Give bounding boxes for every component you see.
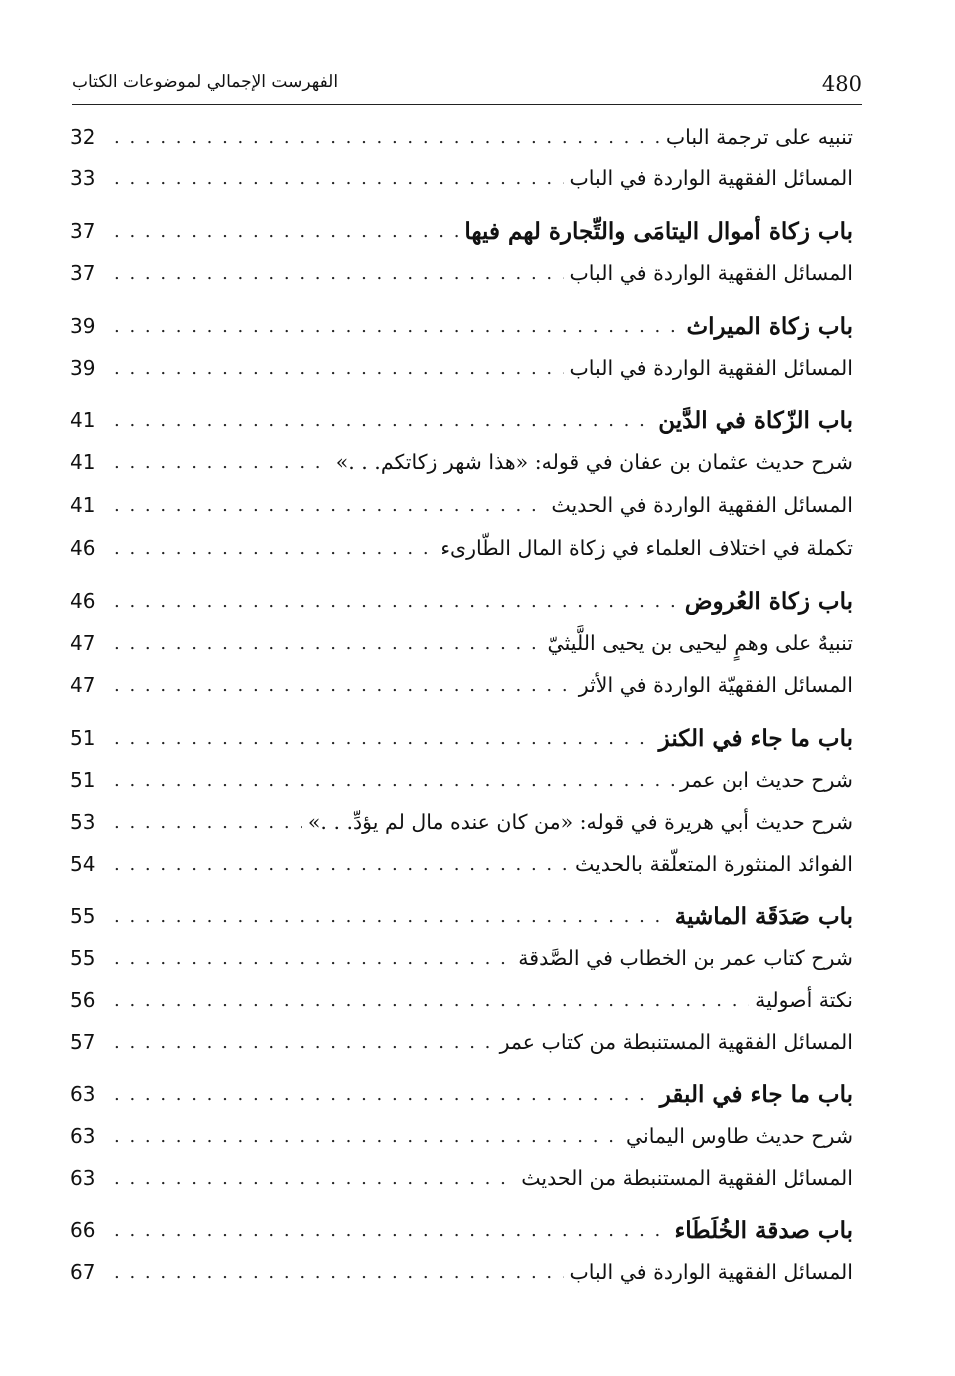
page-ref: 54 bbox=[70, 852, 96, 876]
entry-title: شرح حديث طاوس اليماني bbox=[625, 1124, 853, 1148]
page-ref: 53 bbox=[70, 810, 96, 834]
dot-leader bbox=[114, 990, 749, 1011]
dot-leader bbox=[114, 358, 564, 379]
toc-entry-row bbox=[70, 158, 853, 198]
dot-leader bbox=[114, 770, 674, 791]
chapter-title: باب صدقة الخُلَطَاء bbox=[674, 1216, 853, 1244]
dot-leader bbox=[114, 1126, 620, 1147]
page-ref: 39 bbox=[70, 356, 96, 380]
entry-title: نكتة أصولية bbox=[755, 988, 853, 1012]
dot-leader bbox=[114, 728, 653, 749]
toc-entry-row bbox=[70, 528, 853, 568]
toc-entry-row bbox=[70, 760, 853, 800]
toc-entry-row bbox=[70, 665, 853, 705]
entry-title: المسائل الفقهية الواردة في الباب bbox=[569, 261, 853, 285]
page-ref: 39 bbox=[70, 314, 96, 338]
page-ref: 32 bbox=[70, 125, 96, 149]
toc-chapter-row bbox=[70, 306, 853, 346]
dot-leader bbox=[114, 495, 545, 516]
chapter-title: باب الزّكاة في الدَّين bbox=[658, 406, 853, 434]
dot-leader bbox=[114, 591, 679, 612]
toc-entry-row bbox=[70, 938, 853, 978]
toc-entry-row bbox=[70, 1158, 853, 1198]
page-ref: 37 bbox=[70, 261, 96, 285]
toc-chapter-row bbox=[70, 718, 853, 758]
page-ref: 41 bbox=[70, 450, 96, 474]
toc-entry-row bbox=[70, 802, 853, 842]
toc-chapter-row bbox=[70, 211, 853, 251]
toc-entry-row bbox=[70, 348, 853, 388]
dot-leader bbox=[114, 538, 434, 559]
page-ref: 51 bbox=[70, 768, 96, 792]
dot-leader bbox=[114, 1262, 564, 1283]
dot-leader bbox=[114, 127, 660, 148]
entry-title: شرح حديث ابن عمر bbox=[680, 768, 853, 792]
page-ref: 55 bbox=[70, 946, 96, 970]
page-ref: 67 bbox=[70, 1260, 96, 1284]
page-ref: 55 bbox=[70, 904, 96, 928]
page-ref: 47 bbox=[70, 631, 96, 655]
page-ref: 63 bbox=[70, 1166, 96, 1190]
page-ref: 33 bbox=[70, 166, 96, 190]
dot-leader bbox=[114, 948, 512, 969]
toc-entry-row bbox=[70, 117, 853, 157]
toc-entry-row bbox=[70, 1252, 853, 1292]
toc-entry-row bbox=[70, 1022, 853, 1062]
dot-leader bbox=[114, 675, 573, 696]
chapter-title: باب صَدَقَة الماشية bbox=[674, 902, 853, 930]
toc-chapter-row bbox=[70, 896, 853, 936]
page-number: 480 bbox=[821, 72, 862, 96]
page-ref: 63 bbox=[70, 1082, 96, 1106]
chapter-title: باب زكاة أموال اليتامَى والتِّجارة لهم فيها bbox=[464, 217, 853, 245]
page-ref: 63 bbox=[70, 1124, 96, 1148]
dot-leader bbox=[114, 316, 680, 337]
toc-entry-row bbox=[70, 623, 853, 663]
chapter-title: باب ما جاء في الكنز bbox=[658, 724, 853, 752]
entry-title: المسائل الفقهية الواردة في الحديث bbox=[551, 493, 853, 517]
dot-leader bbox=[114, 263, 564, 284]
entry-title: المسائل الفقهية الواردة في الباب bbox=[569, 1260, 853, 1284]
dot-leader bbox=[114, 812, 302, 833]
dot-leader bbox=[114, 452, 330, 473]
page-ref: 47 bbox=[70, 673, 96, 697]
page-ref: 37 bbox=[70, 219, 96, 243]
dot-leader bbox=[114, 1084, 654, 1105]
toc-entry-row bbox=[70, 253, 853, 293]
entry-title: شرح كتاب عمر بن الخطاب في الصَّدقة bbox=[518, 946, 853, 970]
toc-entry-row bbox=[70, 442, 853, 482]
running-title: الفهرست الإجمالي لموضوعات الكتاب bbox=[72, 72, 339, 92]
entry-title: شرح حديث أبي هريرة في قوله: «من كان عنده مال لم يؤدِّ. . .» bbox=[307, 810, 853, 834]
page-ref: 57 bbox=[70, 1030, 96, 1054]
page-ref: 46 bbox=[70, 536, 96, 560]
dot-leader bbox=[114, 906, 669, 927]
toc-chapter-row bbox=[70, 581, 853, 621]
toc-entry-row bbox=[70, 485, 853, 525]
toc-entry-row bbox=[70, 980, 853, 1020]
dot-leader bbox=[114, 1220, 668, 1241]
toc-chapter-row bbox=[70, 1074, 853, 1114]
page-ref: 56 bbox=[70, 988, 96, 1012]
entry-title: المسائل الفقهية الواردة في الباب bbox=[569, 166, 853, 190]
toc-entry-row bbox=[70, 1116, 853, 1156]
entry-title: الفوائد المنثورة المتعلّقة بالحديث bbox=[574, 852, 853, 876]
chapter-title: باب ما جاء في البقر bbox=[659, 1080, 853, 1108]
page-ref: 46 bbox=[70, 589, 96, 613]
entry-title: المسائل الفقهية الواردة في الباب bbox=[569, 356, 853, 380]
entry-title: المسائل الفقهيّة الواردة في الأثر bbox=[578, 673, 853, 697]
dot-leader bbox=[114, 633, 542, 654]
entry-title: تنبيه على ترجمة الباب bbox=[665, 125, 853, 149]
page-ref: 41 bbox=[70, 493, 96, 517]
dot-leader bbox=[114, 410, 652, 431]
dot-leader bbox=[114, 854, 569, 875]
page-ref: 51 bbox=[70, 726, 96, 750]
page-ref: 41 bbox=[70, 408, 96, 432]
entry-title: تنبيهٌ على وهمٍ ليحيى بن يحيى اللَّيثيّ bbox=[547, 631, 853, 655]
toc-chapter-row bbox=[70, 400, 853, 440]
entry-title: المسائل الفقهية المستنبطة من الحديث bbox=[521, 1166, 853, 1190]
entry-title: تكملة في اختلاف العلماء في زكاة المال الطّارىء bbox=[440, 536, 853, 560]
toc-chapter-row bbox=[70, 1210, 853, 1250]
dot-leader bbox=[114, 1032, 494, 1053]
chapter-title: باب زكاة العُروض bbox=[684, 587, 853, 615]
dot-leader bbox=[114, 1168, 515, 1189]
dot-leader bbox=[114, 221, 458, 242]
chapter-title: باب زكاة الميراث bbox=[686, 312, 853, 340]
entry-title: شرح حديث عثمان بن عفان في قوله: «هذا شهر زكاتكم. . .» bbox=[335, 450, 853, 474]
page-ref: 66 bbox=[70, 1218, 96, 1242]
entry-title: المسائل الفقهية المستنبطة من كتاب عمر bbox=[499, 1030, 853, 1054]
toc-entry-row bbox=[70, 844, 853, 884]
dot-leader bbox=[114, 168, 564, 189]
